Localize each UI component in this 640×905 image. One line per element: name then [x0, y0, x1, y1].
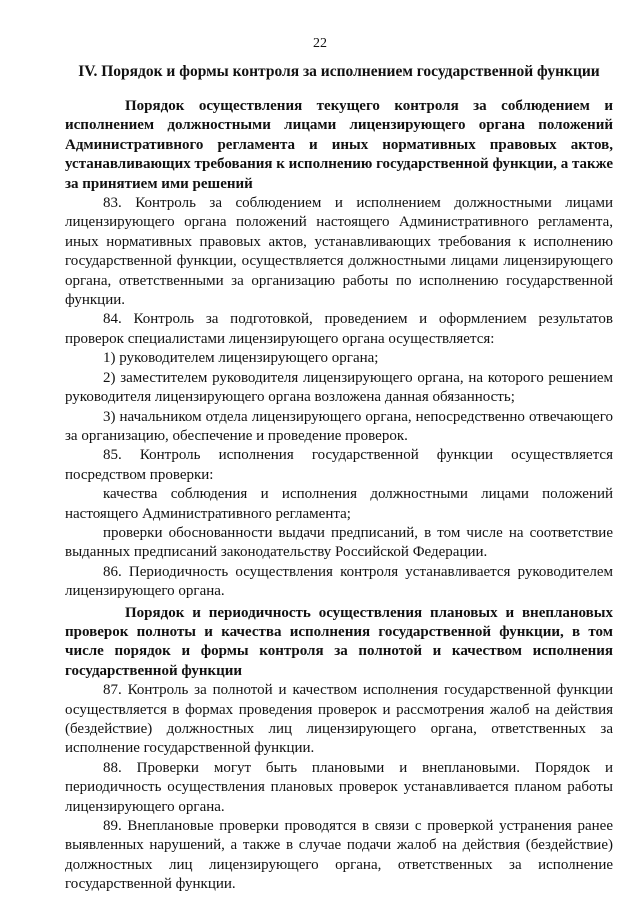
paragraph-86: 86. Периодичность осуществления контроля устанавливается руководителем лицензирующего органа. — [65, 563, 613, 600]
section-inspections — [65, 604, 613, 895]
list-item-1: 1) руководителем лицензирующего органа; — [103, 350, 379, 367]
paragraph-85: 85. Контроль исполнения государственной функции осуществляется посредством проверки: — [65, 447, 613, 483]
list-item-3: 3) начальником отдела лицензирующего органа, непосредственно отвечающего за организацию, обеспечение и проведение проверок. — [65, 408, 613, 444]
section-heading: Порядок осуществления текущего контроля за соблюдением и исполнением должностными лицами лицензирующего органа положений Административного регламента и иных нормативных правовых актов, устанавливающих требования к исполнению государственной функции, а также за принятием ими решений — [65, 98, 613, 192]
section-current-control — [65, 97, 613, 602]
page-number: 22 — [313, 36, 327, 51]
paragraph-85-item-a: качества соблюдения и исполнения должностными лицами положений настоящего Административного регламента; — [65, 486, 613, 522]
paragraph-84: 84. Контроль за подготовкой, проведением и оформлением результатов проверок специалистами лицензирующего органа осуществляется: — [65, 311, 613, 347]
list-item-2: 2) заместителем руководителя лицензирующего органа, на которого решением руководителя лицензирующего органа возложена данная обязанность; — [65, 369, 613, 406]
paragraph-89: 89. Внеплановые проверки проводятся в связи с проверкой устранения ранее выявленных нарушений, а также в случае подачи жалоб на действия (бездействие) должностных лиц лицензирующего органа, ответственных за исполнение государственной функции. — [65, 818, 613, 893]
paragraph-88: 88. Проверки могут быть плановыми и внеплановыми. Порядок и периодичность осуществления плановых проверок устанавливается планом работы лицензирующего органа. — [65, 759, 613, 815]
page-content — [65, 62, 613, 895]
chapter-title: IV. Порядок и формы контроля за исполнением государственной функции — [78, 63, 600, 80]
paragraph-85-item-b: проверки обоснованности выдачи предписаний, в том числе на соответствие выданных предписаний законодательству Российской Федерации. — [65, 524, 613, 561]
paragraph-83: 83. Контроль за соблюдением и исполнением должностными лицами лицензирующего органа положений настоящего Административного регламента, иных нормативных правовых актов, устанавливающих требования к исполнению государственной функции, осуществляется должностными лицами лицензирующего органа, ответственными за организацию работы по исполнению государственной функции. — [65, 195, 613, 309]
paragraph-87: 87. Контроль за полнотой и качеством исполнения государственной функции осуществляется в формах проведения проверок и рассмотрения жалоб на действия (бездействие) должностных лиц лицензирующего органа, ответственных за исполнение государственной функции. — [65, 682, 613, 757]
section-heading: Порядок и периодичность осуществления плановых и внеплановых проверок полноты и качества исполнения государственной функции, в том числе порядок и формы контроля за полнотой и качеством исполнения государственной функции — [65, 604, 613, 679]
